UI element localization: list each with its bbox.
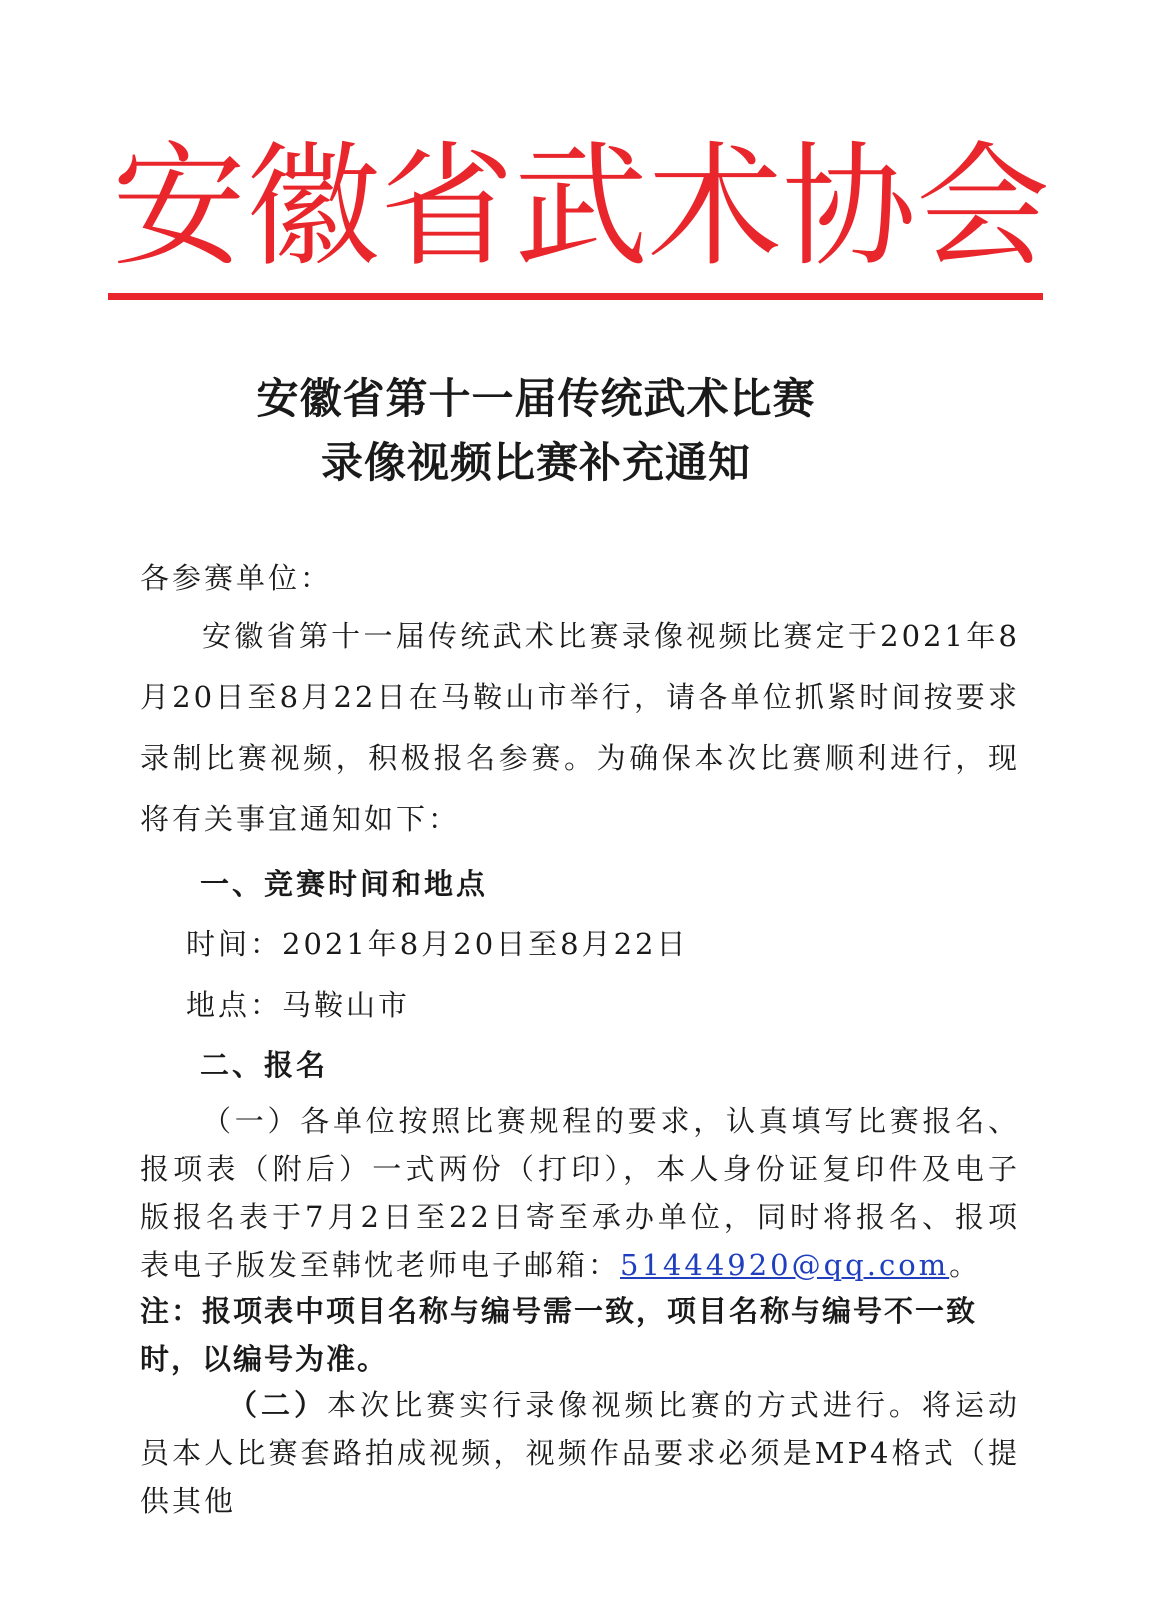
registration-item-2-text: 本次比赛实行录像视频比赛的方式进行。将运动员本人比赛套路拍成视频，视频作品要求必须是MP4格式（提供其他 [140,1388,1020,1518]
section-heading-time-place: 一、竞赛时间和地点 [200,867,489,901]
letterhead-char: 会 [916,129,1051,285]
registration-item-1 [140,1097,1020,1289]
registration-item-2-label: （二） [228,1388,328,1422]
intro-paragraph: 安徽省第十一届传统武术比赛录像视频比赛定于2021年8月20日至8月22日在马鞍山市举行，请各单位抓紧时间按要求录制比赛视频，积极报名参赛。为确保本次比赛顺利进行，现将有关事宜通知如下： [140,619,1020,836]
letterhead-char: 省 [380,129,515,285]
section-heading-registration: 二、报名 [200,1048,329,1082]
registration-note: 注：报项表中项目名称与编号需一致，项目名称与编号不一致时，以编号为准。 [140,1294,978,1376]
registration-item-1-text: （一）各单位按照比赛规程的要求，认真填写比赛报名、报项表（附后）一式两份（打印），本人身份证复印件及电子版报名表于7月2日至22日寄至承办单位，同时将报名、报项表电子版发至韩忱老师电子邮箱： [140,1104,1020,1282]
letterhead-char: 安 [112,129,247,285]
event-place: 地点：马鞍山市 [186,988,411,1022]
letterhead-char: 武 [514,129,649,285]
salutation: 各参赛单位： [140,561,333,595]
registration-item-1-end: 。 [949,1248,982,1282]
document-title-line2: 录像视频比赛补充通知 [320,438,751,487]
letterhead-char: 徽 [246,129,381,285]
letterhead-char: 协 [782,129,917,285]
document-title-line1: 安徽省第十一届传统武术比赛 [256,374,816,423]
letterhead-divider [108,293,1043,300]
registration-item-2 [140,1381,1020,1525]
email-link[interactable]: 51444920@qq.com [620,1248,950,1282]
organization-letterhead [112,129,1051,285]
event-time: 时间：2021年8月20日至8月22日 [186,927,689,961]
letterhead-char: 术 [648,129,783,285]
